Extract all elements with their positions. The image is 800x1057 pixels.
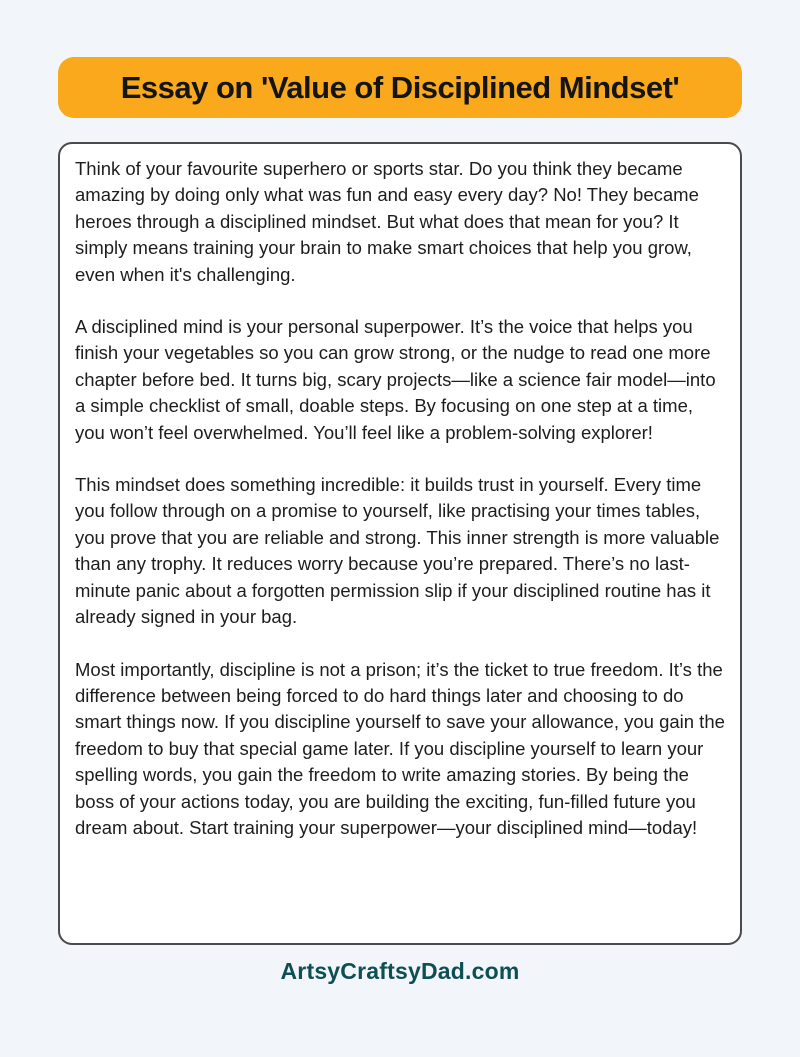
essay-paragraph-trust: This mindset does something incredible: it builds trust in yourself. Every time you follow through on a promise to yourself, like practising your times tables, you prove that you are reliable and strong. This inner strength is more valuable than any trophy. It reduces worry because you’re prepared. There’s no last-minute panic about a forgotten permission slip if your disciplined routine has it already signed in your bag. [75,474,720,628]
essay-box [58,142,742,945]
page-background [0,57,800,1057]
site-footer [0,958,800,985]
essay-paragraph-intro: Think of your favourite superhero or sports star. Do you think they became amazing by doing only what was fun and easy every day? No! They became heroes through a disciplined mindset. But what does that mean for you? It simply means training your brain to make smart choices that help you grow, even when it's challenging. [75,158,699,285]
essay-title-banner [58,57,742,118]
essay-paragraph-superpower: A disciplined mind is your personal superpower. It’s the voice that helps you finish your vegetables so you can grow strong, or the nudge to read one more chapter before bed. It turns big, scary projects—like a science fair model—into a simple checklist of small, doable steps. By focusing on one step at a time, you won’t feel overwhelmed. You’ll feel like a problem-solving explorer! [75,316,716,443]
page-title: Essay on 'Value of Disciplined Mindset' [120,69,680,105]
footer-site-name: ArtsyCraftsyDad.com [280,958,520,984]
essay-paragraph-freedom: Most importantly, discipline is not a prison; it’s the ticket to true freedom. It’s the difference between being forced to do hard things later and choosing to do smart things now. If you discipline yourself to save your allowance, you gain the freedom to buy that special game later. If you discipline yourself to learn your spelling words, you gain the freedom to write amazing stories. By being the boss of your actions today, you are building the exciting, fun-filled future you dream about. Start training your superpower—your disciplined mind—today! [75,658,725,838]
